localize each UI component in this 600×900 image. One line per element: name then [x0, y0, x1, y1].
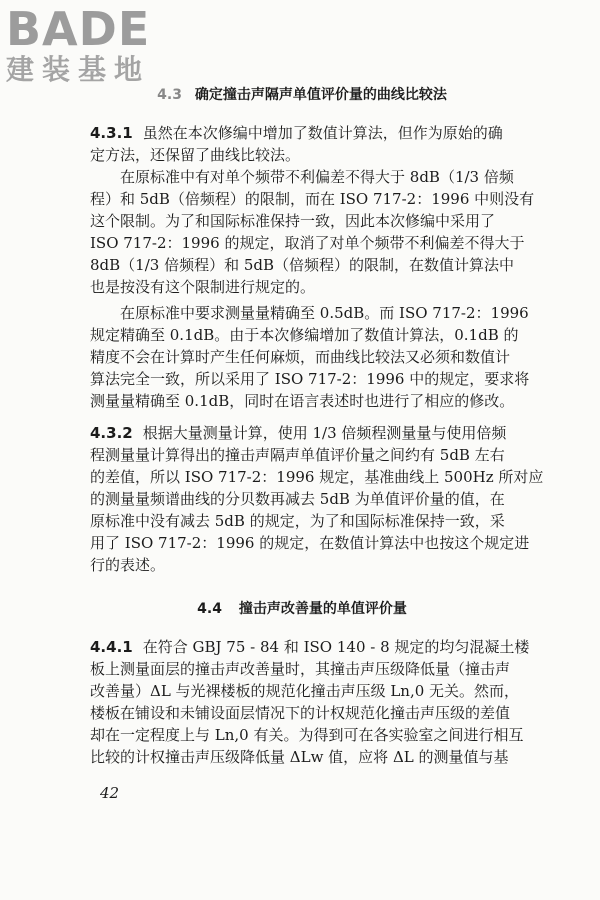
- paragraph-line: [90, 636, 530, 658]
- section-heading-4-3-5: [90, 84, 514, 104]
- clause-number: 4.3.2: [90, 424, 133, 442]
- paragraph-line: 8dB（1/3 倍频程）和 5dB（倍频程）的限制，在数值计算法中: [90, 256, 515, 274]
- paragraph-line: 也是按没有这个限制进行规定的。: [90, 278, 316, 296]
- paragraph-line: 却在一定程度上与 Ln,0 有关。为得到可在各实验室之间进行相互: [90, 726, 524, 744]
- paragraph-line: 规定精确至 0.1dB。由于本次修编增加了数值计算法，0.1dB 的: [90, 326, 519, 344]
- watermark-logo: [6, 4, 176, 86]
- paragraph-line: 在原标准中要求测量量精确至 0.5dB。而 ISO 717-2：1996: [120, 304, 529, 322]
- section-number: 4.4: [197, 601, 222, 617]
- paragraph-line: 行的表述。: [90, 556, 166, 574]
- paragraph-line: 的测量量频谱曲线的分贝数再减去 5dB 为单值评价量的值，在: [90, 490, 505, 508]
- paragraph-line: 算法完全一致，所以采用了 ISO 717-2：1996 中的规定，要求将: [90, 370, 530, 388]
- paragraph-line: 比较的计权撞击声压级降低量 ΔLw 值，应将 ΔL 的测量值与基: [90, 748, 509, 766]
- section-heading-4-4: [90, 598, 514, 618]
- paragraph-line: 这个限制。为了和国际标准保持一致，因此本次修编中采用了: [90, 212, 496, 230]
- watermark-latin: BADE: [6, 2, 151, 56]
- paragraph-line: 在原标准中有对单个频带不利偏差不得大于 8dB（1/3 倍频: [120, 168, 514, 186]
- paragraph-line: 楼板在铺设和未铺设面层情况下的计权规范化撞击声压级的差值: [90, 704, 511, 722]
- paragraph-line: ISO 717-2：1996 的规定，取消了对单个频带不利偏差不得大于: [90, 234, 525, 252]
- section-number: 4.3: [157, 87, 182, 103]
- paragraph-line: 改善量）ΔL 与光裸楼板的规范化撞击声压级 Ln,0 无关。然而，: [90, 682, 520, 700]
- paragraph-line: 程）和 5dB（倍频程）的限制，而在 ISO 717-2：1996 中则没有: [90, 190, 535, 208]
- paragraph-line: 定方法，还保留了曲线比较法。: [90, 146, 301, 164]
- clause-number: 4.4.1: [90, 638, 133, 656]
- paragraph-text: 虽然在本次修编中增加了数值计算法，但作为原始的确: [142, 124, 503, 142]
- page-number: 42: [100, 784, 120, 802]
- clause-number: 4.3.1: [90, 124, 133, 142]
- section-title: 确定撞击声隔声单值评价量的曲线比较法: [194, 87, 447, 103]
- paragraph-line: 板上测量面层的撞击声改善量时，其撞击声压级降低量（撞击声: [90, 660, 511, 678]
- section-title: 撞击声改善量的单值评价量: [238, 601, 407, 617]
- paragraph-text: 根据大量测量计算，使用 1/3 倍频程测量量与使用倍频: [142, 424, 507, 442]
- paragraph-line: [90, 122, 514, 144]
- paragraph-line: 原标准中没有减去 5dB 的规定，为了和国际标准保持一致，采: [90, 512, 505, 530]
- paragraph-line: 程测量量计算得出的撞击声隔声单值评价量之间约有 5dB 左右: [90, 446, 505, 464]
- paragraph-line: 用了 ISO 717-2：1996 的规定，在数值计算法中也按这个规定进: [90, 534, 530, 552]
- paragraph-line: 测量量精确至 0.1dB，同时在语言表述时也进行了相应的修改。: [90, 392, 515, 410]
- paragraph-line: [90, 422, 514, 444]
- paragraph-line: 的差值，所以 ISO 717-2：1996 规定，基准曲线上 500Hz 所对应: [90, 468, 544, 486]
- paragraph-line: 精度不会在计算时产生任何麻烦，而曲线比较法又必须和数值计: [90, 348, 511, 366]
- watermark-cjk: 建装基地: [6, 53, 151, 86]
- paragraph-text: 在符合 GBJ 75 - 84 和 ISO 140 - 8 规定的均匀混凝土楼: [142, 638, 530, 656]
